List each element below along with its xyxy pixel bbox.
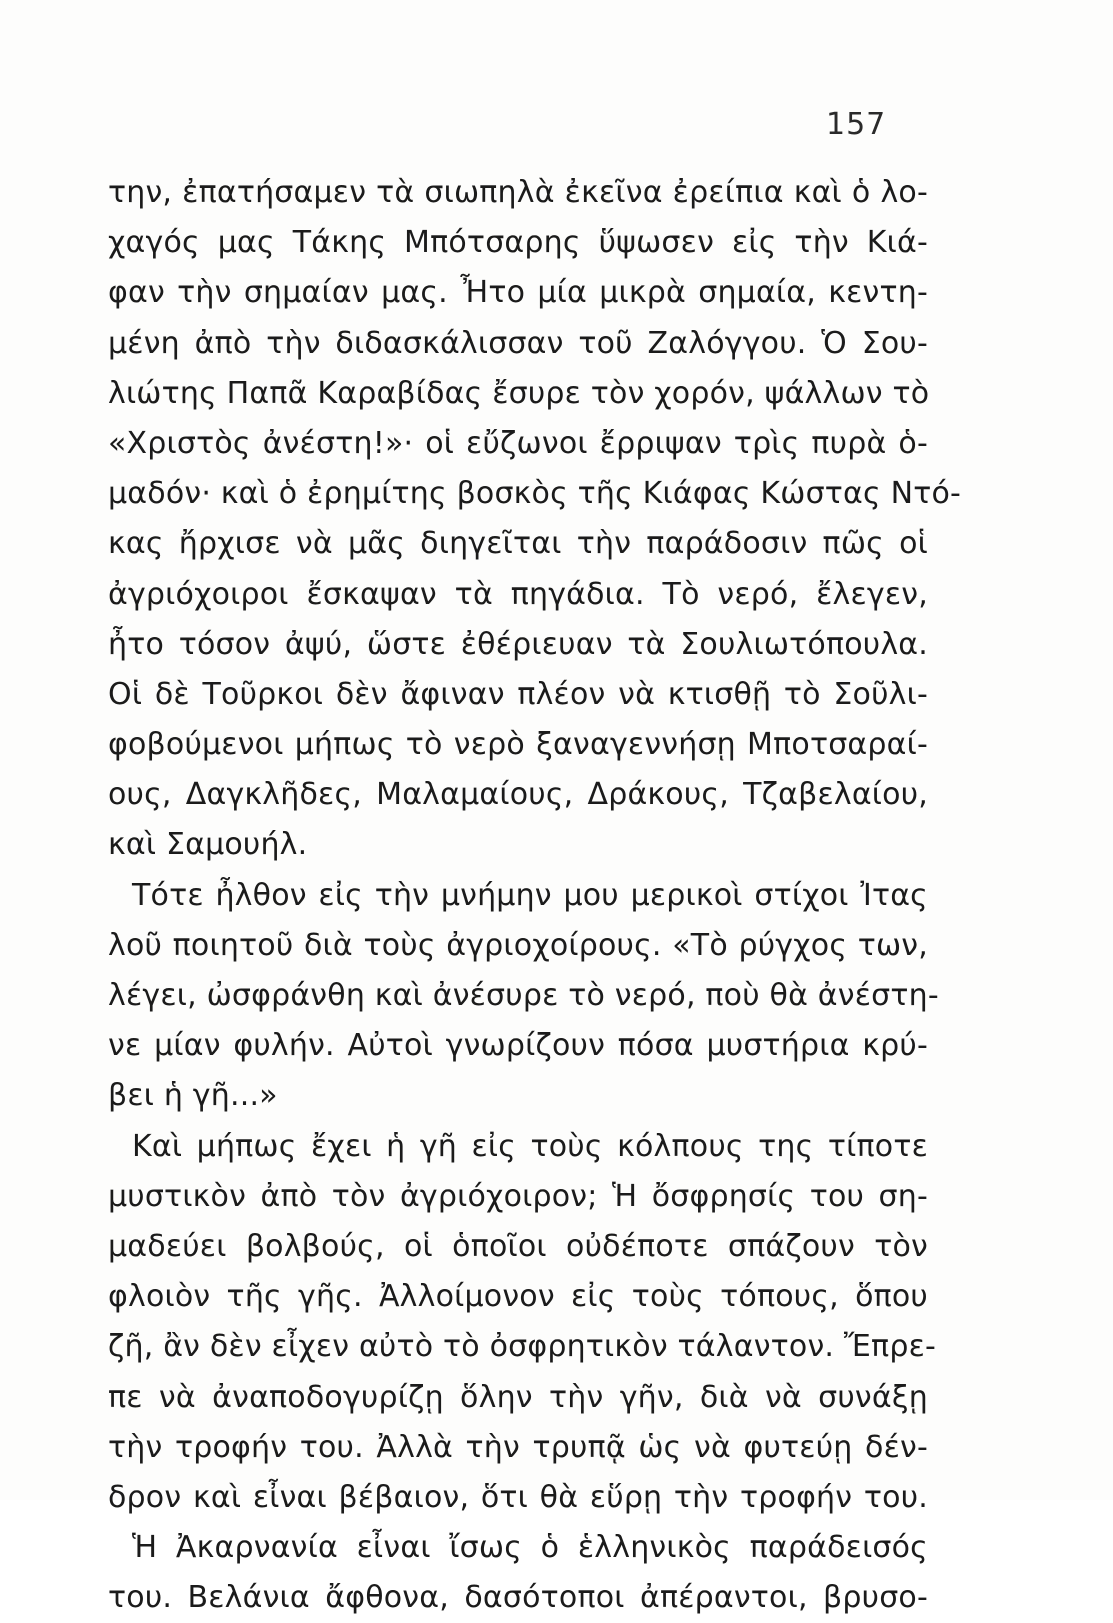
text-line: λέγει, ὠσφράνθη καὶ ἀνέσυρε τὸ νερό, ποὺ θὰ ἀνέστη- [108, 978, 939, 1013]
text-line: Τότε ἦλθον εἰς τὴν μνήμην μου μερικοὶ στίχοι Ἰτας [132, 877, 928, 913]
text-line: μαδόν· καὶ ὁ ἐρημίτης βοσκὸς τῆς Κιάφας Κώστας Ντό- [108, 476, 962, 512]
text-line: κας ἤρχισε νὰ μᾶς διηγεῖται τὴν παράδοσιν πῶς οἱ [108, 526, 928, 562]
text-line: μυστικὸν ἀπὸ τὸν ἀγριόχοιρον; Ἡ ὄσφρησίς του ση- [108, 1178, 928, 1214]
text-line: χαγός μας Τάκης Μπότσαρης ὕψωσεν εἰς τὴν Κιά- [108, 225, 928, 261]
text-line: πε νὰ ἀναποδογυρίζῃ ὅλην τὴν γῆν, διὰ νὰ συνάξῃ [108, 1379, 928, 1415]
text-line: φλοιὸν τῆς γῆς. Ἀλλοίμονον εἰς τοὺς τόπους, ὅπου [108, 1279, 928, 1315]
text-line: λιώτης Παπᾶ Καραβίδας ἔσυρε τὸν χορόν, ψάλλων τὸ [108, 375, 930, 411]
text-line: μαδεύει βολβούς, οἱ ὁποῖοι οὐδέποτε σπάζουν τὸν [108, 1228, 928, 1264]
text-line: νε μίαν φυλήν. Αὐτοὶ γνωρίζουν πόσα μυστήρια κρύ- [108, 1028, 928, 1064]
page-number: 157 [826, 107, 887, 142]
text-line: «Χριστὸς ἀνέστη!»· οἱ εὔζωνοι ἔρριψαν τρὶς πυρὰ ὁ- [108, 425, 928, 461]
text-line: Οἱ δὲ Τοῦρκοι δὲν ἄφιναν πλέον νὰ κτισθῇ τὸ Σοῦλι- [108, 676, 928, 712]
body-text [108, 168, 962, 1623]
text-line: καὶ Σαμουήλ. [108, 827, 308, 863]
text-line: Ἡ Ἀκαρνανία εἶναι ἴσως ὁ ἑλληνικὸς παράδεισός [132, 1530, 928, 1566]
text-line: την, ἐπατήσαμεν τὰ σιωπηλὰ ἐκεῖνα ἐρείπια καὶ ὁ λο- [108, 175, 928, 210]
text-line: τὴν τροφήν του. Ἀλλὰ τὴν τρυπᾷ ὡς νὰ φυτεύῃ δέν- [108, 1429, 928, 1465]
text-line: δρον καὶ εἶναι βέβαιον, ὅτι θὰ εὕρῃ τὴν τροφήν του. [108, 1479, 928, 1515]
text-line: ζῆ, ἂν δὲν εἶχεν αὐτὸ τὸ ὀσφρητικὸν τάλαντον. Ἔπρε- [108, 1329, 937, 1365]
text-line: ους, Δαγκλῆδες, Μαλαμαίους, Δράκους, Τζαβελαίου, [108, 777, 928, 813]
text-line: μένη ἀπὸ τὴν διδασκάλισσαν τοῦ Ζαλόγγου. Ὁ Σου- [108, 325, 928, 361]
text-line: φαν τὴν σημαίαν μας. Ἦτο μία μικρὰ σημαία, κεντη- [108, 275, 928, 311]
text-line: φοβούμενοι μήπως τὸ νερὸ ξαναγεννήσῃ Μποτσαραί- [108, 727, 928, 763]
text-line: του. Βελάνια ἄφθονα, δασότοποι ἀπέραντοι, βρυσο- [108, 1580, 928, 1616]
text-line: βει ἡ γῆ...» [108, 1078, 278, 1114]
text-line: Καὶ μήπως ἔχει ἡ γῆ εἰς τοὺς κόλπους της τίποτε [132, 1128, 928, 1164]
text-line: ἦτο τόσον ἀψύ, ὥστε ἐθέριευαν τὰ Σουλιωτόπουλα. [108, 626, 928, 662]
text-line: ἀγριόχοιροι ἔσκαψαν τὰ πηγάδια. Τὸ νερό, ἔλεγεν, [108, 576, 928, 612]
text-line: λοῦ ποιητοῦ διὰ τοὺς ἀγριοχοίρους. «Τὸ ρύγχος των, [108, 927, 928, 963]
